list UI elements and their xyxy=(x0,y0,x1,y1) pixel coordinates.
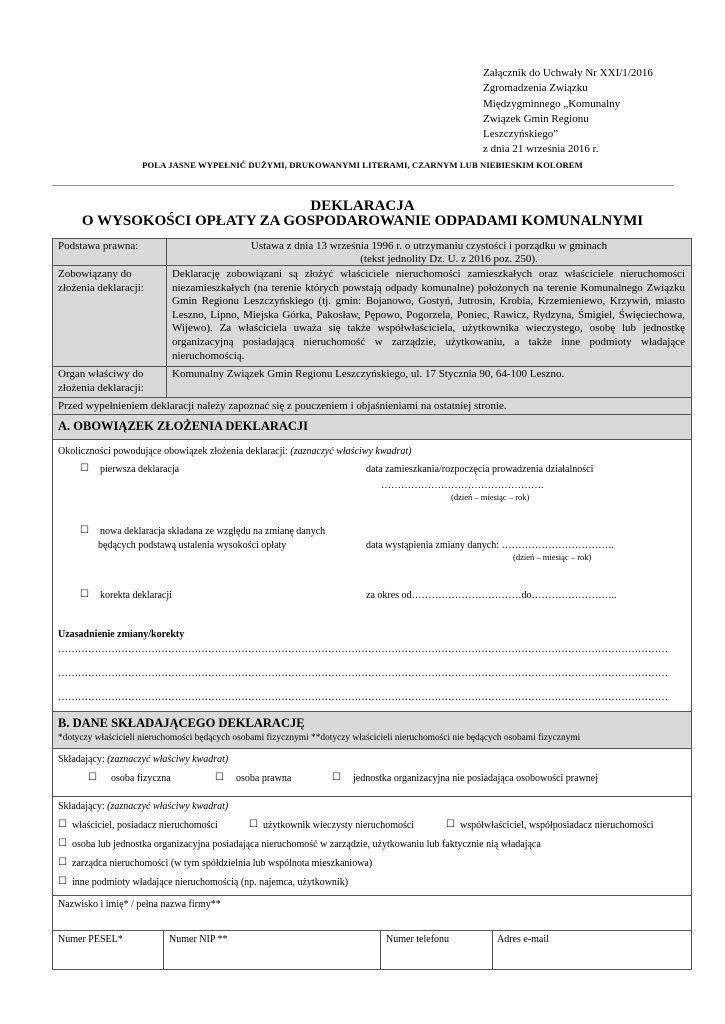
legal-person-checkbox[interactable]: ☐ xyxy=(215,772,224,783)
perpetual-user-checkbox[interactable]: ☐ xyxy=(249,819,258,830)
attachment-note-line: Międzygminnego „Komunalny xyxy=(483,97,621,110)
other-entity-label: inne podmioty władające nieruchomością (np. najemca, użytkownik) xyxy=(72,877,349,888)
co-owner-checkbox[interactable]: ☐ xyxy=(446,819,455,830)
section-b-note: *dotyczy właścicieli nieruchomości będących osobami fizycznymi **dotyczy właścicieli nieruchomości nie będących osobami fizycznymi xyxy=(58,733,581,743)
other-entity-checkbox[interactable]: ☐ xyxy=(58,876,67,887)
person-label: osoba fizyczna xyxy=(111,773,171,784)
first-date-field[interactable]: …………………………………………. xyxy=(381,480,544,491)
attachment-note-line: z dnia 21 września 2016 r. xyxy=(483,143,599,156)
email-field[interactable] xyxy=(493,946,691,970)
submitter-type-label: Składający: (zaznaczyć właściwy kwadrat) xyxy=(58,754,229,765)
first-date-hint: (dzień – miesiąc – rok) xyxy=(451,492,530,502)
info-table xyxy=(52,238,692,415)
perpetual-user-label: użytkownik wieczysty nieruchomości xyxy=(263,820,415,831)
authority-label: złożenia deklaracji: xyxy=(58,382,144,394)
document-subtitle: O WYSOKOŚCI OPŁATY ZA GOSPODAROWANIE ODPADAMI KOMUNALNYMI xyxy=(81,213,644,229)
change-date-field[interactable]: data wystąpienia zmiany danych: ……………………………. xyxy=(366,540,615,551)
name-field-label: Nazwisko i imię* / pełna nazwa firmy** xyxy=(58,899,221,910)
section-b xyxy=(52,711,692,970)
org-unit-checkbox[interactable]: ☐ xyxy=(332,772,341,783)
pesel-field[interactable] xyxy=(53,946,163,970)
legal-person-label: osoba prawna xyxy=(236,773,292,784)
owner-label: właściciel, posiadacz nieruchomości xyxy=(72,820,218,831)
change-date-hint: (dzień – miesiąc – rok) xyxy=(513,552,592,562)
submitter-role-label: Składający: (zaznaczyć właściwy kwadrat) xyxy=(58,801,229,812)
new-declaration-label: będących podstawą ustalenia wysokości opłaty xyxy=(98,540,287,551)
first-declaration-label: pierwsza deklaracja xyxy=(100,464,180,475)
unit-holder-label: osoba lub jednostka organizacyjna posiadająca nieruchomość w zarządzie, użytkowaniu lub faktycznie nią władająca xyxy=(72,839,541,850)
justification-label: Uzasadnienie zmiany/korekty xyxy=(58,629,185,640)
obliged-label: Zobowiązany do xyxy=(58,268,132,280)
document-title: DEKLARACJA xyxy=(310,198,415,214)
attachment-note xyxy=(483,66,703,158)
org-unit-label: jednostka organizacyjna nie posiadająca osobowości prawnej xyxy=(353,773,599,784)
phone-field-label: Numer telefonu xyxy=(386,934,450,945)
section-b-heading: B. DANE SKŁADAJĄCEGO DEKLARACJĘ xyxy=(58,716,305,730)
name-field[interactable] xyxy=(53,910,691,930)
nip-field-label: Numer NIP ** xyxy=(169,934,228,945)
obliged-text: Deklarację zobowiązani są złożyć właściciele nieruchomości zamieszkałych oraz właściciele nieruchomości niezamieszkałych (na terenie których powstają odpady komunalne) położonych na terenie Komunalnego Związku Gmin Regionu Leszczyńskiego (tj. gmin: Bojanowo, Gostyń, Jutrosin, Krobia, Krzemieniewo, Krzywiń, miasto Leszno, Lipno, Miejska Górka, Pakosław, Pępowo, Pogorzela, Poniec, Rawicz, Rydzyna, Śmigiel, Święciechowa, Wijewo). Za właściciela uważa się także współwłaściciela, użytkownika wieczystego, osobę lub jednostkę organizacyjną posiadającą nieruchomość w zarządzie, użytkowaniu, a także inne podmioty władające nieruchomością. xyxy=(172,268,685,362)
correction-checkbox[interactable]: ☐ xyxy=(80,589,89,600)
attachment-note-line: Związek Gmin Regionu xyxy=(483,112,589,125)
first-declaration-checkbox[interactable]: ☐ xyxy=(80,463,89,474)
legal-basis-text-line1: Ustawa z dnia 13 września 1996 r. o utrzymaniu czystości i porządku w gminach xyxy=(250,240,608,252)
justification-line[interactable]: ………………………………………………………………………………………………………………………………………………………………… xyxy=(58,692,668,703)
notice-text: Przed wypełnieniem deklaracji należy zapoznać się z pouczeniem i objaśnieniami na ostatniej stronie. xyxy=(58,400,507,412)
attachment-note-line: Załącznik do Uchwały Nr XXI/1/2016 xyxy=(483,67,653,79)
legal-basis-label: Podstawa prawna: xyxy=(58,240,139,252)
circumstances-label: Okoliczności powodujące obowiązek złożenia deklaracji: (zaznaczyć właściwy kwadrat) xyxy=(58,446,412,457)
pesel-field-label: Numer PESEL* xyxy=(58,934,123,945)
legal-basis-text-line2: (tekst jednolity Dz. U. z 2016 poz. 250). xyxy=(360,253,538,265)
section-a xyxy=(52,414,692,712)
section-a-heading: A. OBOWIĄZEK ZŁOŻENIA DEKLARACJI xyxy=(58,419,309,433)
fill-instruction: POLA JASNE WYPEŁNIĆ DUŻYMI, DRUKOWANYMI LITERAMI, CZARNYM LUB NIEBIESKIM KOLOREM xyxy=(142,160,583,170)
person-checkbox[interactable]: ☐ xyxy=(88,772,97,783)
phone-field[interactable] xyxy=(381,946,492,970)
new-declaration-label: nowa deklaracja składana ze względu na zmianę danych xyxy=(100,526,326,537)
unit-holder-checkbox[interactable]: ☐ xyxy=(58,838,67,849)
new-declaration-checkbox[interactable]: ☐ xyxy=(80,525,89,536)
authority-text: Komunalny Związek Gmin Regionu Leszczyńskiego, ul. 17 Stycznia 90, 64-100 Leszno. xyxy=(172,368,565,380)
period-field[interactable]: za okres od……………………………do…………………….. xyxy=(366,590,617,601)
divider xyxy=(52,185,674,186)
authority-label: Organ właściwy do xyxy=(58,368,144,380)
attachment-note-line: Zgromadzenia Związku xyxy=(483,82,588,95)
email-field-label: Adres e-mail xyxy=(497,934,549,945)
justification-line[interactable]: ………………………………………………………………………………………………………………………………………………………………… xyxy=(58,644,668,655)
correction-label: korekta deklaracji xyxy=(100,590,172,601)
manager-label: zarządca nieruchomości (w tym spółdzielnia lub wspólnota mieszkaniowa) xyxy=(72,858,373,869)
nip-field[interactable] xyxy=(164,946,380,970)
co-owner-label: współwłaściciel, współposiadacz nieruchomości xyxy=(460,820,654,831)
obliged-label: złożenia deklaracji: xyxy=(58,282,144,294)
manager-checkbox[interactable]: ☐ xyxy=(58,857,67,868)
first-date-label: data zamieszkania/rozpoczęcia prowadzenia działalności xyxy=(366,464,594,475)
justification-line[interactable]: ………………………………………………………………………………………………………………………………………………………………… xyxy=(58,668,668,679)
attachment-note-line: Leszczyńskiego” xyxy=(483,128,559,141)
owner-checkbox[interactable]: ☐ xyxy=(58,819,67,830)
